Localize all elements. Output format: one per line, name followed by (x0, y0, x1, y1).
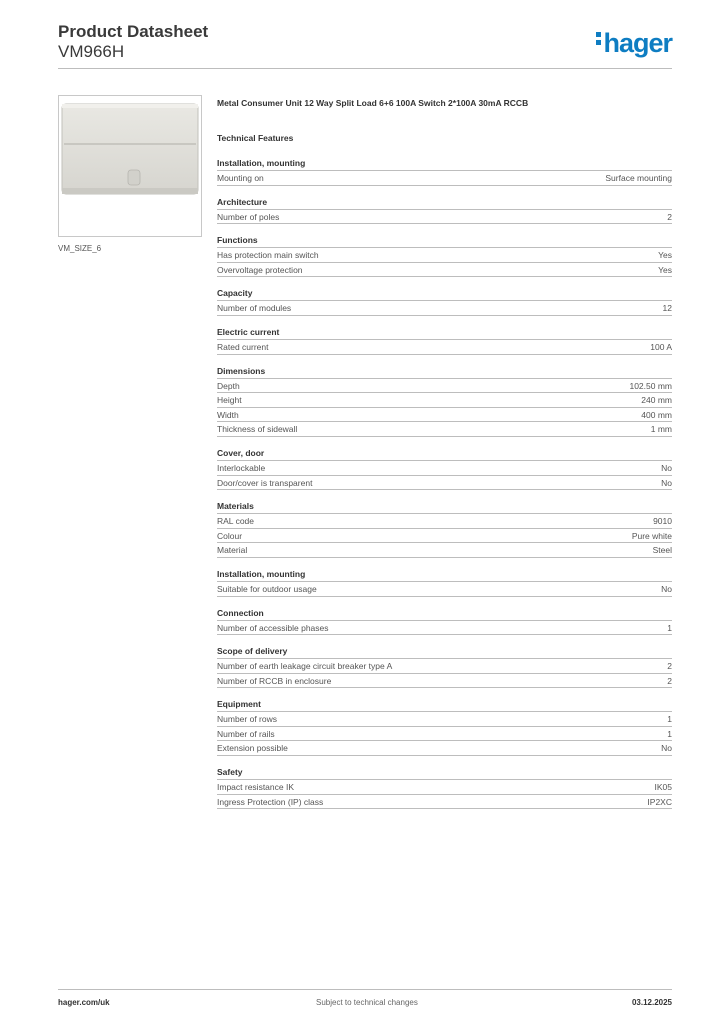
feature-value: 100 A (650, 341, 672, 352)
feature-row (217, 248, 672, 263)
feature-label: Number of rails (217, 728, 275, 739)
feature-label: Number of accessible phases (217, 622, 329, 633)
feature-value: 1 (667, 728, 672, 739)
feature-section (217, 196, 672, 225)
document-header (58, 22, 672, 62)
feature-label: Door/cover is transparent (217, 477, 313, 488)
feature-section (217, 698, 672, 756)
feature-row (217, 393, 672, 408)
feature-row (217, 301, 672, 316)
section-heading: Architecture (217, 196, 672, 210)
feature-label: Ingress Protection (IP) class (217, 796, 324, 807)
feature-value: No (661, 477, 672, 488)
feature-value: No (661, 743, 672, 754)
feature-label: Mounting on (217, 173, 264, 183)
feature-label: Overvoltage protection (217, 264, 303, 275)
technical-features-title: Technical Features (217, 133, 294, 143)
image-caption: VM_SIZE_6 (58, 244, 102, 253)
feature-row (217, 659, 672, 674)
section-heading: Equipment (217, 698, 672, 712)
section-heading: Connection (217, 607, 672, 621)
feature-label: Depth (217, 380, 240, 391)
feature-section (217, 447, 672, 490)
product-image (58, 95, 202, 237)
feature-section (217, 157, 672, 186)
feature-label: Suitable for outdoor usage (217, 583, 317, 594)
feature-label: Colour (217, 530, 243, 541)
feature-value: Steel (652, 545, 672, 556)
feature-label: Number of poles (217, 211, 280, 222)
feature-value: No (661, 583, 672, 594)
feature-section (217, 365, 672, 437)
feature-section (217, 326, 672, 355)
feature-section (217, 645, 672, 688)
feature-row (217, 461, 672, 476)
feature-value: Surface mounting (605, 173, 672, 183)
section-heading: Cover, door (217, 447, 672, 461)
feature-row (217, 210, 672, 225)
product-code: VM966H (58, 42, 125, 61)
feature-value: IP2XC (647, 796, 672, 807)
header-divider (58, 68, 672, 69)
feature-value: 240 mm (641, 395, 672, 406)
feature-row (217, 543, 672, 558)
feature-section (217, 607, 672, 636)
feature-row (217, 514, 672, 529)
feature-label: Width (217, 409, 239, 420)
footer-notice: Subject to technical changes (316, 998, 418, 1007)
feature-row (217, 582, 672, 597)
feature-label: RAL code (217, 516, 255, 527)
datasheet-content (217, 96, 672, 809)
feature-row (217, 340, 672, 355)
feature-label: Interlockable (217, 462, 266, 473)
feature-row (217, 674, 672, 689)
feature-label: Number of modules (217, 303, 292, 314)
feature-label: Number of RCCB in enclosure (217, 675, 332, 686)
section-heading: Dimensions (217, 365, 672, 379)
feature-label: Extension possible (217, 743, 288, 754)
footer-website: hager.com/uk (58, 998, 110, 1007)
feature-label: Height (217, 395, 242, 406)
feature-value: 2 (667, 661, 672, 672)
feature-row (217, 263, 672, 278)
feature-row (217, 780, 672, 795)
feature-row (217, 171, 672, 186)
feature-row (217, 422, 672, 437)
feature-section (217, 766, 672, 809)
feature-value: 1 (667, 714, 672, 725)
feature-row (217, 529, 672, 544)
feature-value: 1 mm (650, 424, 672, 435)
feature-section (217, 234, 672, 277)
logo-dots-icon (596, 29, 601, 48)
feature-sections (217, 157, 672, 809)
section-heading: Safety (217, 766, 672, 780)
section-heading: Installation, mounting (217, 157, 672, 171)
feature-label: Material (217, 545, 248, 556)
feature-row (217, 727, 672, 742)
feature-label: Rated current (217, 341, 269, 352)
feature-row (217, 408, 672, 423)
feature-section (217, 500, 672, 558)
feature-label: Impact resistance IK (217, 782, 295, 793)
feature-value: 2 (667, 675, 672, 686)
feature-value: Yes (658, 264, 672, 275)
feature-label: Has protection main switch (217, 250, 319, 261)
feature-value: 1 (667, 622, 672, 633)
feature-label: Number of earth leakage circuit breaker type A (217, 661, 393, 672)
footer-divider (58, 989, 672, 990)
feature-value: 2 (667, 211, 672, 222)
feature-value: 400 mm (641, 409, 672, 420)
logo-text: hager (603, 28, 672, 58)
section-heading: Materials (217, 500, 672, 514)
feature-row (217, 741, 672, 756)
feature-value: No (661, 462, 672, 473)
product-name: Metal Consumer Unit 12 Way Split Load 6+6 100A Switch 2*100A 30mA RCCB (217, 98, 529, 108)
section-heading: Installation, mounting (217, 568, 672, 582)
feature-row (217, 379, 672, 394)
section-heading: Capacity (217, 287, 672, 301)
feature-label: Number of rows (217, 714, 277, 725)
feature-value: 12 (662, 303, 672, 314)
feature-value: Pure white (631, 530, 672, 541)
feature-section (217, 287, 672, 316)
feature-value: Yes (658, 250, 672, 261)
feature-value: 102.50 mm (629, 380, 672, 391)
section-heading: Functions (217, 234, 672, 248)
feature-label: Thickness of sidewall (217, 424, 298, 435)
section-heading: Electric current (217, 326, 672, 340)
feature-row (217, 712, 672, 727)
feature-row (217, 795, 672, 810)
document-title: Product Datasheet (58, 22, 209, 41)
consumer-unit-illustration (59, 96, 201, 236)
feature-row (217, 621, 672, 636)
feature-row (217, 476, 672, 491)
section-heading: Scope of delivery (217, 645, 672, 659)
footer-date: 03.12.2025 (631, 998, 672, 1007)
feature-value: IK05 (654, 782, 672, 793)
feature-section (217, 568, 672, 597)
feature-value: 9010 (653, 516, 672, 527)
hager-logo (596, 28, 672, 58)
